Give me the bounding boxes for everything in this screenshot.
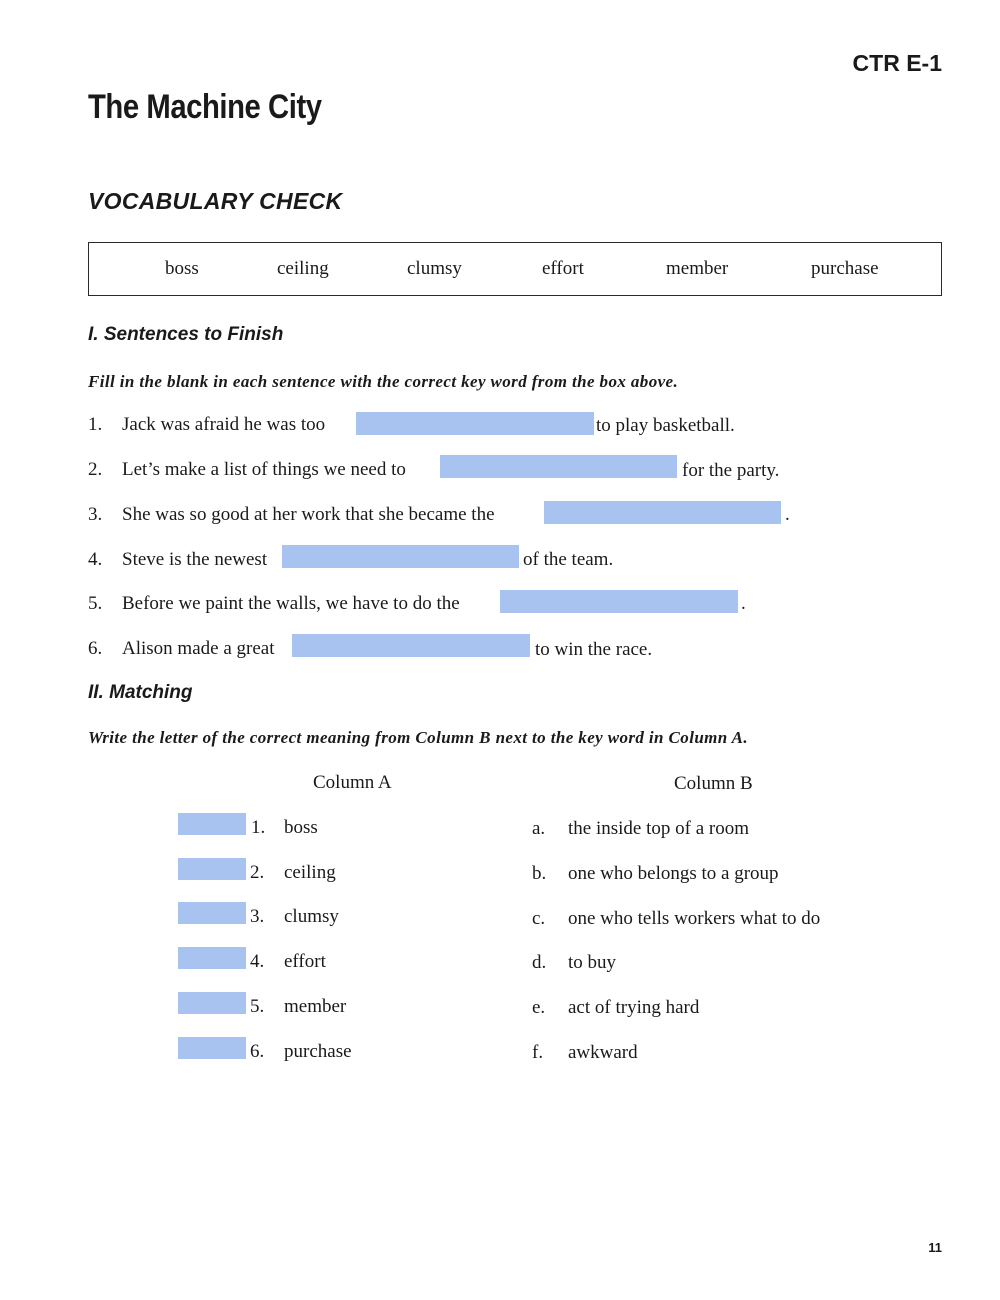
- column-a-word: effort: [284, 951, 326, 972]
- column-b-letter: f.: [532, 1042, 544, 1063]
- sentence-text-after: of the team.: [523, 549, 614, 570]
- column-b-letter: d.: [532, 952, 547, 973]
- matching-answer-blank[interactable]: [178, 992, 246, 1014]
- answer-blank[interactable]: [292, 634, 530, 657]
- matching-answer-blank[interactable]: [178, 813, 246, 835]
- sentence-number: 3.: [88, 504, 103, 525]
- sentence-text-after: for the party.: [682, 460, 780, 481]
- page-number: 11: [928, 1240, 942, 1255]
- answer-blank[interactable]: [440, 455, 677, 478]
- sentence-text-after: .: [785, 504, 790, 525]
- column-a-word: ceiling: [284, 862, 336, 883]
- word-box-item: effort: [542, 258, 584, 279]
- sentence-number: 6.: [88, 638, 103, 659]
- column-a-number: 5.: [250, 996, 265, 1017]
- column-a-word: boss: [284, 817, 318, 838]
- word-box-item: member: [666, 258, 729, 279]
- section-heading-sentences: I. Sentences to Finish: [88, 324, 284, 345]
- matching-answer-blank[interactable]: [178, 858, 246, 880]
- answer-blank[interactable]: [356, 412, 594, 435]
- sentence-text-before: Jack was afraid he was too: [122, 414, 326, 435]
- sentence-number: 4.: [88, 549, 103, 570]
- column-b-letter: e.: [532, 997, 546, 1018]
- word-box-item: boss: [165, 258, 199, 279]
- word-box-item: clumsy: [407, 258, 462, 279]
- sentence-number: 1.: [88, 414, 103, 435]
- sentence-text-after: to play basketball.: [596, 415, 735, 436]
- section-instruction: Fill in the blank in each sentence with the correct key word from the box above.: [88, 372, 679, 391]
- sentence-text-after: to win the race.: [535, 639, 653, 660]
- column-a-word: clumsy: [284, 906, 339, 927]
- column-b-meaning: one who belongs to a group: [568, 863, 779, 884]
- column-a-number: 3.: [250, 906, 265, 927]
- column-a-word: member: [284, 996, 347, 1017]
- column-a-number: 4.: [250, 951, 265, 972]
- column-a-number: 1.: [251, 817, 266, 838]
- column-a-number: 6.: [250, 1041, 265, 1062]
- sentence-text-before: Alison made a great: [122, 638, 275, 659]
- column-b-letter: c.: [532, 908, 546, 929]
- sentence-number: 2.: [88, 459, 103, 480]
- word-box: [88, 242, 942, 296]
- answer-blank[interactable]: [544, 501, 781, 524]
- answer-blank[interactable]: [282, 545, 519, 568]
- sentence-text-after: .: [741, 593, 746, 614]
- page-title: The Machine City: [88, 88, 322, 126]
- sentence-number: 5.: [88, 593, 103, 614]
- column-b-meaning: awkward: [568, 1042, 638, 1063]
- sentence-text-before: Let’s make a list of things we need to: [122, 459, 406, 480]
- document-code: CTR E-1: [852, 50, 942, 76]
- section-instruction: Write the letter of the correct meaning from Column B next to the key word in Column A.: [88, 728, 749, 747]
- matching-answer-blank[interactable]: [178, 947, 246, 969]
- column-b-letter: b.: [532, 863, 547, 884]
- sentence-text-before: Steve is the newest: [122, 549, 268, 570]
- column-a-title: Column A: [313, 772, 392, 793]
- section-heading-matching: II. Matching: [88, 682, 193, 703]
- column-b-meaning: act of trying hard: [568, 997, 700, 1018]
- column-b-title: Column B: [674, 773, 753, 794]
- answer-blank[interactable]: [500, 590, 738, 613]
- column-b-meaning: to buy: [568, 952, 617, 973]
- matching-answer-blank[interactable]: [178, 1037, 246, 1059]
- column-b-letter: a.: [532, 818, 546, 839]
- column-b-meaning: the inside top of a room: [568, 818, 749, 839]
- sentence-text-before: Before we paint the walls, we have to do the: [122, 593, 460, 614]
- column-b-meaning: one who tells workers what to do: [568, 908, 821, 929]
- word-box-item: purchase: [811, 258, 879, 279]
- column-a-word: purchase: [284, 1041, 352, 1062]
- column-a-number: 2.: [250, 862, 265, 883]
- matching-answer-blank[interactable]: [178, 902, 246, 924]
- sentence-text-before: She was so good at her work that she became the: [122, 504, 495, 525]
- word-box-item: ceiling: [277, 258, 329, 279]
- vocabulary-heading: VOCABULARY CHECK: [88, 188, 343, 214]
